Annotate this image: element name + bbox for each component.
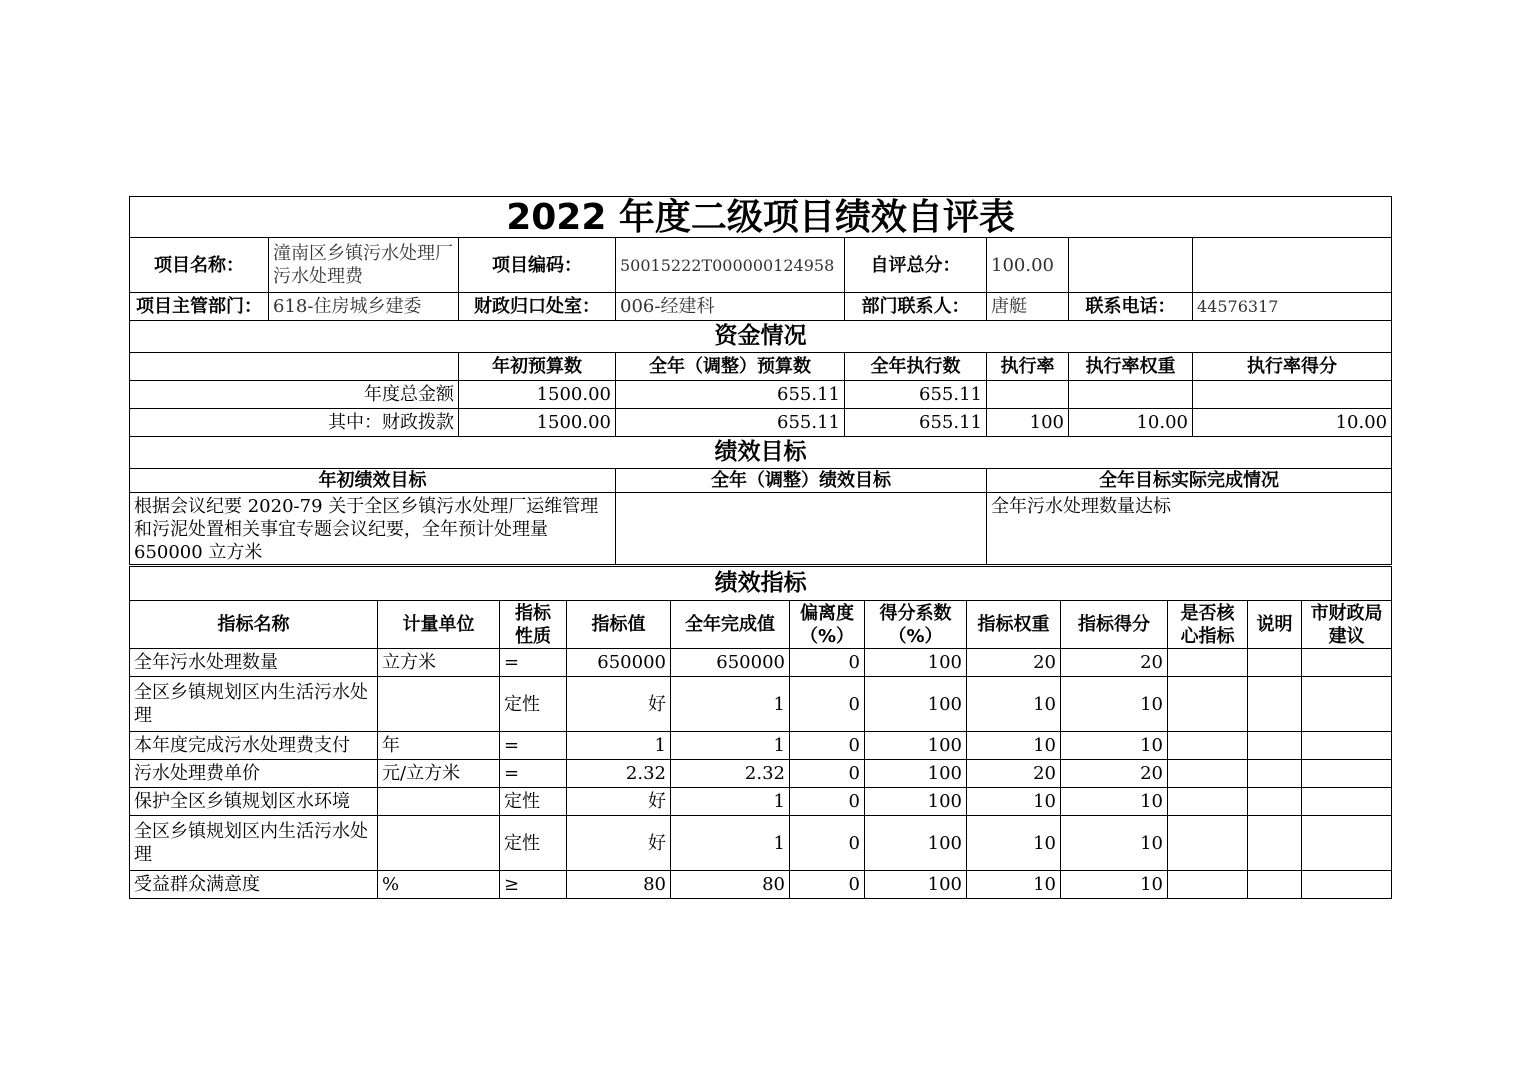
ind-header-score: 指标得分 [1061,601,1168,649]
ind-done: 1 [671,788,790,816]
ind-header-note: 说明 [1248,601,1302,649]
ind-header-coef: 得分系数（%） [865,601,967,649]
funds-header-weight: 执行率权重 [1069,353,1193,381]
ind-advice [1302,816,1392,871]
table-row [130,732,1392,760]
ind-score: 10 [1061,816,1168,871]
goals-adjusted-text [616,493,987,565]
ind-advice [1302,649,1392,677]
table-row [130,871,1392,899]
ind-header-name: 指标名称 [130,601,378,649]
page-title: 2022 年度二级项目绩效自评表 [130,197,1392,238]
funds-header-blank [130,353,459,381]
ind-weight: 20 [967,760,1061,788]
ind-nature: = [500,649,567,677]
ind-unit: 立方米 [378,649,500,677]
ind-header-value: 指标值 [567,601,671,649]
table-row [130,760,1392,788]
goals-actual-text: 全年污水处理数量达标 [987,493,1392,565]
funds-weight: 10.00 [1069,409,1193,437]
ind-value: 650000 [567,649,671,677]
finance-value: 006-经建科 [616,293,845,321]
ind-header-advice: 市财政局建议 [1302,601,1392,649]
funds-header-executed: 全年执行数 [845,353,987,381]
score-label: 自评总分： [845,238,987,293]
ind-weight: 10 [967,816,1061,871]
ind-note [1248,649,1302,677]
ind-header-deviation: 偏离度（%） [790,601,865,649]
ind-deviation: 0 [790,649,865,677]
contact-label: 部门联系人： [845,293,987,321]
ind-done: 650000 [671,649,790,677]
project-name-value: 潼南区乡镇污水处理厂污水处理费 [269,238,459,293]
phone-label: 联系电话： [1069,293,1193,321]
ind-header-weight: 指标权重 [967,601,1061,649]
ind-name: 受益群众满意度 [130,871,378,899]
funds-header-budget: 年初预算数 [459,353,616,381]
ind-name: 全年污水处理数量 [130,649,378,677]
ind-coef: 100 [865,760,967,788]
funds-rate [987,381,1069,409]
goals-header-actual: 全年目标实际完成情况 [987,469,1392,493]
ind-note [1248,816,1302,871]
ind-score: 10 [1061,788,1168,816]
funds-weight [1069,381,1193,409]
ind-value: 好 [567,816,671,871]
funds-row-label: 年度总金额 [130,381,459,409]
ind-name: 污水处理费单价 [130,760,378,788]
score-value: 100.00 [987,238,1069,293]
ind-coef: 100 [865,649,967,677]
ind-unit: 元/立方米 [378,760,500,788]
ind-score: 20 [1061,760,1168,788]
ind-coef: 100 [865,871,967,899]
funds-section-title: 资金情况 [130,321,1392,353]
ind-deviation: 0 [790,732,865,760]
goals-section-title: 绩效目标 [130,437,1392,469]
ind-name: 保护全区乡镇规划区水环境 [130,788,378,816]
ind-header-core: 是否核心指标 [1168,601,1248,649]
ind-advice [1302,760,1392,788]
ind-unit [378,788,500,816]
evaluation-form-upper [129,196,1392,565]
ind-score: 20 [1061,649,1168,677]
empty-cell [1193,238,1392,293]
ind-header-nature: 指标性质 [500,601,567,649]
funds-executed: 655.11 [845,409,987,437]
ind-advice [1302,788,1392,816]
ind-advice [1302,732,1392,760]
ind-value: 1 [567,732,671,760]
empty-cell [1069,238,1193,293]
funds-row-label: 其中：财政拨款 [130,409,459,437]
ind-coef: 100 [865,677,967,732]
ind-header-done: 全年完成值 [671,601,790,649]
ind-weight: 10 [967,871,1061,899]
funds-header-adjusted: 全年（调整）预算数 [616,353,845,381]
finance-label: 财政归口处室： [459,293,616,321]
ind-nature: 定性 [500,816,567,871]
ind-value: 2.32 [567,760,671,788]
ind-score: 10 [1061,677,1168,732]
ind-unit: % [378,871,500,899]
ind-name: 全区乡镇规划区内生活污水处理 [130,677,378,732]
dept-label: 项目主管部门： [130,293,269,321]
funds-score: 10.00 [1193,409,1392,437]
ind-score: 10 [1061,871,1168,899]
funds-header-score: 执行率得分 [1193,353,1392,381]
ind-value: 好 [567,788,671,816]
ind-core [1168,871,1248,899]
indicators-section-title: 绩效指标 [130,567,1392,601]
ind-coef: 100 [865,732,967,760]
project-code-value: 50015222T000000124958 [616,238,845,293]
funds-score [1193,381,1392,409]
ind-unit: 年 [378,732,500,760]
phone-value: 44576317 [1193,293,1392,321]
project-name-label: 项目名称： [130,238,269,293]
ind-note [1248,732,1302,760]
ind-nature: 定性 [500,677,567,732]
table-row [130,816,1392,871]
ind-nature: = [500,760,567,788]
ind-note [1248,788,1302,816]
funds-adjusted: 655.11 [616,381,845,409]
ind-core [1168,649,1248,677]
ind-deviation: 0 [790,871,865,899]
ind-core [1168,677,1248,732]
dept-value: 618-住房城乡建委 [269,293,459,321]
goals-initial-text: 根据会议纪要 2020-79 关于全区乡镇污水处理厂运维管理和污泥处置相关事宜专题会议纪要，全年预计处理量 650000 立方米 [130,493,616,565]
table-row [130,788,1392,816]
ind-done: 1 [671,732,790,760]
ind-note [1248,871,1302,899]
funds-budget: 1500.00 [459,409,616,437]
ind-deviation: 0 [790,677,865,732]
funds-row [130,381,1392,409]
ind-note [1248,760,1302,788]
ind-score: 10 [1061,732,1168,760]
table-row [130,649,1392,677]
ind-done: 1 [671,677,790,732]
ind-done: 1 [671,816,790,871]
ind-advice [1302,871,1392,899]
ind-nature: 定性 [500,788,567,816]
ind-coef: 100 [865,788,967,816]
ind-unit [378,816,500,871]
goals-header-initial: 年初绩效目标 [130,469,616,493]
ind-core [1168,788,1248,816]
funds-executed: 655.11 [845,381,987,409]
funds-header-rate: 执行率 [987,353,1069,381]
ind-weight: 10 [967,677,1061,732]
ind-coef: 100 [865,816,967,871]
ind-weight: 10 [967,788,1061,816]
ind-nature: ≥ [500,871,567,899]
ind-note [1248,677,1302,732]
ind-deviation: 0 [790,760,865,788]
ind-value: 好 [567,677,671,732]
contact-value: 唐艇 [987,293,1069,321]
ind-weight: 20 [967,649,1061,677]
ind-weight: 10 [967,732,1061,760]
indicators-table [129,566,1392,899]
ind-nature: = [500,732,567,760]
ind-value: 80 [567,871,671,899]
ind-core [1168,732,1248,760]
funds-rate: 100 [987,409,1069,437]
funds-adjusted: 655.11 [616,409,845,437]
ind-core [1168,760,1248,788]
ind-name: 本年度完成污水处理费支付 [130,732,378,760]
project-code-label: 项目编码： [459,238,616,293]
ind-deviation: 0 [790,788,865,816]
ind-core [1168,816,1248,871]
ind-deviation: 0 [790,816,865,871]
indicators-body [130,649,1392,899]
ind-advice [1302,677,1392,732]
ind-name: 全区乡镇规划区内生活污水处理 [130,816,378,871]
ind-header-unit: 计量单位 [378,601,500,649]
funds-row [130,409,1392,437]
table-row [130,677,1392,732]
goals-header-adjusted: 全年（调整）绩效目标 [616,469,987,493]
ind-unit [378,677,500,732]
funds-budget: 1500.00 [459,381,616,409]
ind-done: 2.32 [671,760,790,788]
ind-done: 80 [671,871,790,899]
